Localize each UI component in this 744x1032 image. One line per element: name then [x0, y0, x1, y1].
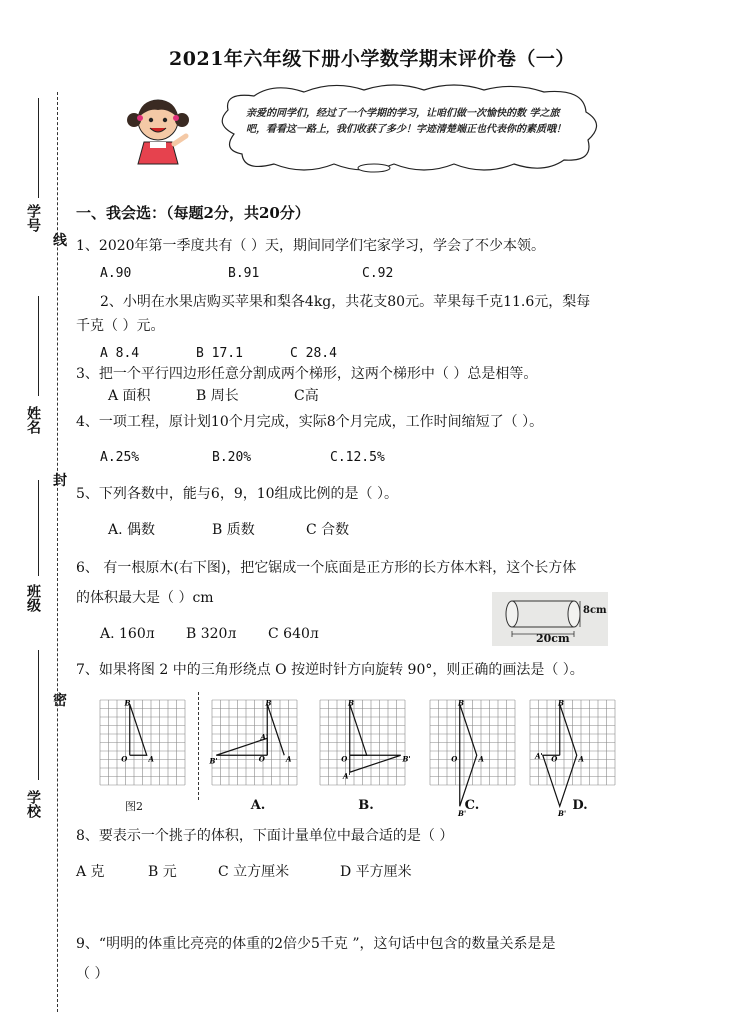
question-9-line-2: （ ）: [76, 966, 109, 982]
seal-feng: 封: [53, 473, 67, 489]
question-6-line-2: 的体积最大是（ ）cm: [76, 590, 214, 606]
question-1: 1、2020年第一季度共有（ ）天，期间同学们宅家学习，学会了不少本领。: [76, 238, 545, 254]
point-label: B: [124, 698, 131, 708]
page-title: 2021年六年级下册小学数学期末评价卷（一）: [169, 48, 575, 70]
option-b-grid: [318, 698, 411, 787]
log-height-label: 8cm: [583, 605, 607, 616]
question-7: 7、如果将图 2 中的三角形绕点 O 按逆时针方向旋转 90°，则正确的画法是（ ）。: [76, 662, 584, 678]
q8-option-a: A 克: [76, 864, 105, 880]
point-label: A: [285, 754, 292, 764]
point-label: B: [458, 698, 464, 708]
q1-option-c: C.92: [362, 266, 394, 281]
q1-option-b: B.91: [228, 266, 260, 281]
q8-option-d: D 平方厘米: [340, 864, 412, 880]
point-label: B': [458, 809, 467, 819]
option-a-grid: [210, 698, 299, 787]
q3-option-a: A 面积: [108, 388, 151, 404]
q3-option-c: C高: [294, 388, 319, 404]
girl-cartoon-icon: [122, 96, 194, 166]
point-label: B: [265, 698, 272, 708]
point-label: B': [209, 756, 218, 766]
question-9-line-1: 9、“明明的体重比亮亮的体重的2倍少5千克 ”，这句话中包含的数量关系是是: [76, 936, 556, 952]
q2-option-a: A 8.4: [100, 346, 140, 361]
point-label: A: [478, 754, 484, 764]
point-label: B': [558, 809, 567, 819]
binding-dashed-line: [57, 92, 58, 1012]
figure-2-grid: [98, 698, 187, 787]
point-label: O: [551, 754, 558, 764]
q5-option-c: C 合数: [306, 522, 350, 538]
triangle: [543, 704, 577, 806]
question-2-line-2: 千克（ ）元。: [76, 318, 165, 334]
option-c-label: C.: [464, 798, 480, 813]
option-b-label: B.: [358, 798, 374, 813]
q5-option-b: B 质数: [212, 522, 255, 538]
q2-option-c: C 28.4: [290, 346, 337, 361]
figure-divider: [198, 692, 199, 800]
question-5: 5、下列各数中，能与6，9，10组成比例的是（ ）。: [76, 486, 398, 502]
label-school: 学校: [25, 790, 41, 818]
option-d-label: D.: [572, 798, 588, 813]
question-2-line-1: 2、小明在水果店购买苹果和梨各4kg，共花支80元。苹果每千克11.6元，梨每: [100, 294, 591, 310]
point-label: A': [535, 751, 543, 761]
binding-line-school: [38, 650, 39, 780]
q8-option-c: C 立方厘米: [218, 864, 290, 880]
point-label: O: [121, 754, 128, 764]
option-a-label: A.: [250, 798, 266, 813]
option-c-grid: [428, 698, 517, 819]
label-student-no: 学号: [25, 204, 41, 232]
question-8: 8、要表示一个挑子的体积，下面计量单位中最合适的是（ ）: [76, 828, 454, 844]
triangle-original: [350, 704, 367, 755]
triangle: [130, 704, 147, 755]
binding-line-student-no: [38, 98, 39, 198]
triangle: [350, 755, 401, 772]
question-3: 3、把一个平行四边形任意分割成两个梯形，这两个梯形中（ ）总是相等。: [76, 366, 538, 382]
point-label: O: [341, 754, 348, 764]
question-6-line-1: 6、 有一根原木(右下图)，把它锯成一个底面是正方形的长方体木料，这个长方体: [76, 560, 577, 576]
point-label: A': [260, 732, 269, 742]
q1-option-a: A.90: [100, 266, 132, 281]
label-name: 姓名: [25, 406, 41, 434]
option-d-grid: [528, 698, 617, 819]
q6-option-b: B 320л: [186, 626, 237, 642]
section-heading: 一、我会选：（每题2分，共20分）: [76, 204, 310, 222]
seal-xian: 线: [53, 233, 67, 249]
binding-line-name: [38, 296, 39, 396]
q5-option-a: A. 偶数: [108, 522, 156, 538]
point-label: B': [402, 754, 411, 764]
triangle: [460, 704, 477, 806]
q6-option-a: A. 160л: [100, 626, 155, 642]
label-class: 班级: [25, 584, 41, 612]
point-label: O: [258, 754, 265, 764]
log-length-label: 20cm: [536, 632, 570, 645]
point-label: B: [558, 698, 564, 708]
question-4: 4、一项工程，原计划10个月完成，实际8个月完成，工作时间缩短了（ ）。: [76, 414, 544, 430]
q4-option-c: C.12.5%: [330, 450, 385, 465]
figure-2-label: 图2: [125, 800, 143, 813]
binding-line-class: [38, 480, 39, 576]
q8-option-b: B 元: [148, 864, 177, 880]
intro-message: 亲爱的同学们，经过了一个学期的学习，让咱们做一次愉快的数 学之旅吧，看看这一路上，我们收获了多少！字迹清楚端正也代表你的素质哦！: [246, 108, 566, 135]
q3-option-b: B 周长: [196, 388, 239, 404]
point-label: A': [342, 771, 351, 781]
triangle-original: [267, 704, 284, 755]
seal-mi: 密: [53, 693, 67, 709]
q6-option-c: C 640л: [268, 626, 319, 642]
point-label: B: [348, 698, 354, 708]
point-label: A: [148, 754, 154, 764]
q2-option-b: B 17.1: [196, 346, 243, 361]
point-label: A: [578, 754, 584, 764]
q4-option-a: A.25%: [100, 450, 140, 465]
q4-option-b: B.20%: [212, 450, 252, 465]
point-label: O: [451, 754, 458, 764]
